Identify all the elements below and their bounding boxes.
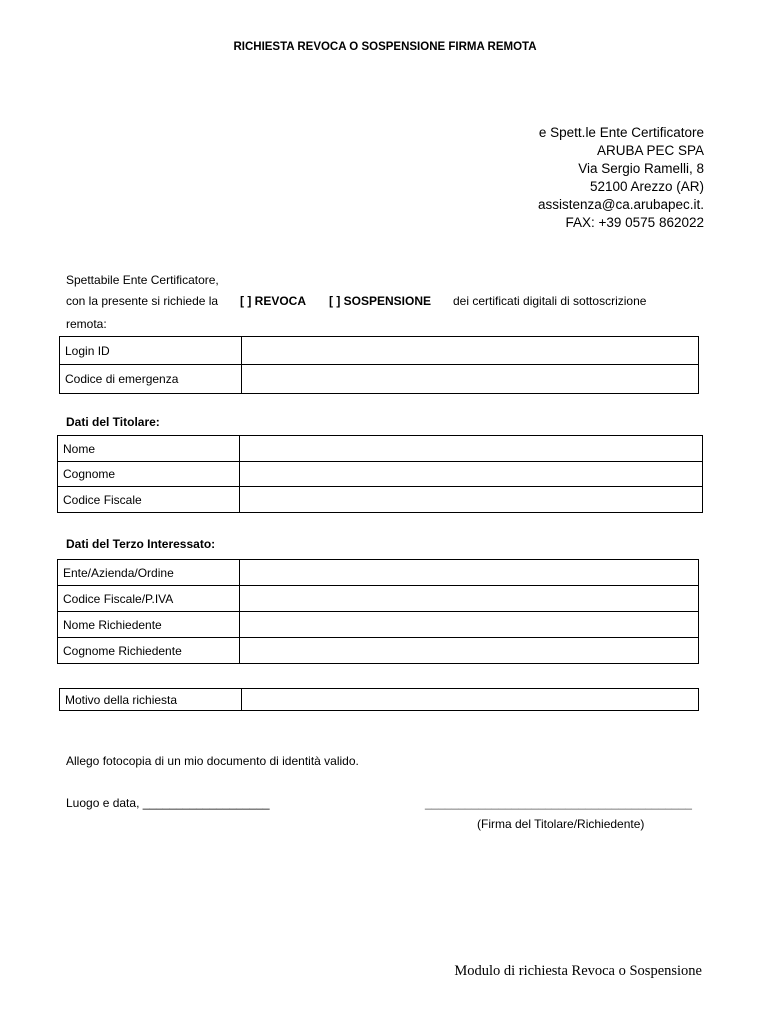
address-line: ARUBA PEC SPA <box>596 143 704 158</box>
table-row <box>58 436 703 462</box>
motivo-field[interactable] <box>242 689 699 711</box>
cognome-label: Cognome <box>58 462 240 487</box>
address-line: e Spett.le Ente Certificatore <box>538 125 704 140</box>
option-revoca-checkbox[interactable]: [ ] REVOCA <box>240 294 306 308</box>
table-row <box>60 337 699 365</box>
luogo-data-field[interactable]: Luogo e data, ___________________ <box>66 796 270 810</box>
table-row <box>58 586 699 612</box>
motivo-table <box>59 688 699 711</box>
table-row <box>58 612 699 638</box>
nome-field[interactable] <box>240 436 703 462</box>
document-title: RICHIESTA REVOCA O SOSPENSIONE FIRMA REMOTA <box>233 41 537 53</box>
allego-statement: Allego fotocopia di un mio documento di identità valido. <box>66 754 359 768</box>
table-row <box>58 487 703 513</box>
login-id-label: Login ID <box>60 337 242 365</box>
recipient-address <box>538 124 704 232</box>
nome-richiedente-field[interactable] <box>240 612 699 638</box>
address-line: Via Sergio Ramelli, 8 <box>578 161 704 176</box>
terzo-table <box>57 559 699 664</box>
page-footer: Modulo di richiesta Revoca o Sospensione <box>454 963 702 979</box>
table-row <box>60 689 699 711</box>
table-row <box>58 462 703 487</box>
cognome-richiedente-label: Cognome Richiedente <box>58 638 240 664</box>
address-email: assistenza@ca.arubapec.it. <box>537 197 704 212</box>
signature-line[interactable]: ________________________________________ <box>425 796 692 810</box>
codice-fiscale-label: Codice Fiscale <box>58 487 240 513</box>
login-id-field[interactable] <box>242 337 699 365</box>
signature-caption: (Firma del Titolare/Richiedente) <box>477 817 645 831</box>
codice-fiscale-piva-label: Codice Fiscale/P.IVA <box>58 586 240 612</box>
greeting: Spettabile Ente Certificatore, <box>66 273 219 287</box>
request-suffix: dei certificati digitali di sottoscrizione <box>453 294 647 308</box>
address-fax: FAX: +39 0575 862022 <box>565 215 704 230</box>
titolare-heading: Dati del Titolare: <box>66 415 160 429</box>
motivo-label: Motivo della richiesta <box>60 689 242 711</box>
titolare-table <box>57 435 703 513</box>
nome-richiedente-label: Nome Richiedente <box>58 612 240 638</box>
option-sospensione-checkbox[interactable]: [ ] SOSPENSIONE <box>329 294 432 308</box>
ente-field[interactable] <box>240 560 699 586</box>
request-end: remota: <box>66 317 107 331</box>
codice-emergenza-label: Codice di emergenza <box>60 365 242 394</box>
codice-fiscale-piva-field[interactable] <box>240 586 699 612</box>
login-table <box>59 336 699 394</box>
cognome-field[interactable] <box>240 462 703 487</box>
codice-fiscale-field[interactable] <box>240 487 703 513</box>
ente-label: Ente/Azienda/Ordine <box>58 560 240 586</box>
table-row <box>60 365 699 394</box>
table-row <box>58 560 699 586</box>
codice-emergenza-field[interactable] <box>242 365 699 394</box>
table-row <box>58 638 699 664</box>
terzo-heading: Dati del Terzo Interessato: <box>66 537 216 551</box>
request-prefix: con la presente si richiede la <box>66 294 219 308</box>
nome-label: Nome <box>58 436 240 462</box>
cognome-richiedente-field[interactable] <box>240 638 699 664</box>
address-line: 52100 Arezzo (AR) <box>589 179 704 194</box>
